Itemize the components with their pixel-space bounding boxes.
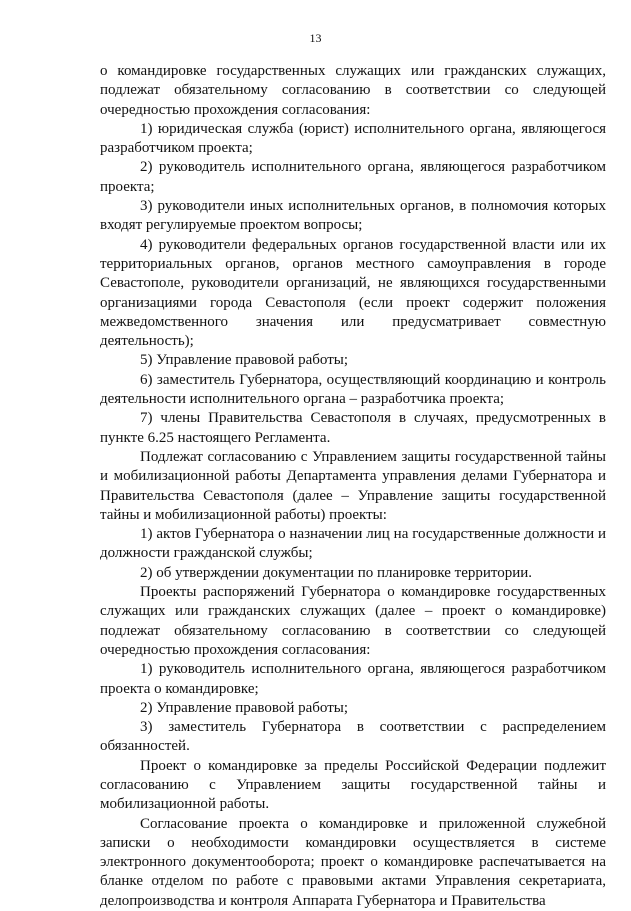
list-item-government-members: 7) члены Правительства Севастополя в случаях, предусмотренных в пункте 6.25 настоящего Регламента. bbox=[100, 410, 606, 446]
list-item-appointment-acts: 1) актов Губернатора о назначении лиц на государственные должности и должности гражданской службы; bbox=[100, 526, 606, 562]
list-item-planning-docs: 2) об утверждении документации по планировке территории. bbox=[140, 564, 533, 581]
list-item-legal-department: 5) Управление правовой работы; bbox=[140, 352, 349, 369]
list-item-trip-legal-department: 2) Управление правовой работы; bbox=[140, 699, 349, 716]
paragraph-foreign-trip: Проект о командировке за пределы Российской Федерации подлежит согласованию с Управлением защиты государственной тайны и мобилизационной работы. bbox=[100, 757, 606, 813]
page-number: 13 bbox=[309, 31, 322, 45]
document-body bbox=[100, 62, 606, 911]
list-item-trip-deputy-governor: 3) заместитель Губернатора в соответствии с распределением обязанностей. bbox=[100, 719, 606, 755]
list-item-deputy-governor: 6) заместитель Губернатора, осуществляющий координацию и контроль деятельности исполнительного органа – разработчика проекта; bbox=[100, 371, 606, 408]
paragraph-intro-continuation: о командировке государственных служащих или гражданских служащих, подлежат обязательному согласованию в соответствии со следующей очередностью прохождения согласования: bbox=[100, 63, 606, 118]
list-item-trip-head-of-developer: 1) руководитель исполнительного органа, являющегося разработчиком проекта о командировке; bbox=[100, 661, 606, 697]
paragraph-state-secret-approval: Подлежат согласованию с Управлением защиты государственной тайны и мобилизационной работы Департамента управления делами Губернатора и Правительства Севастополя (далее – Управление защиты государственной тайны и мобилизационной работы) проекты: bbox=[100, 448, 606, 523]
list-item-legal-service: 1) юридическая служба (юрист) исполнительного органа, являющегося разработчиком проекта; bbox=[100, 120, 606, 157]
list-item-federal-bodies: 4) руководители федеральных органов государственной власти или их территориальных органов, органов местного самоуправления в городе Севастополе, руководители организаций, не являющихся государственными организациями города Севастополя (если проект содержит положения межведомственного значения или предусматривает совместную деятельность); bbox=[100, 236, 606, 350]
list-item-other-executive-heads: 3) руководители иных исполнительных органов, в полномочия которых входят регулируемые проектом вопросы; bbox=[100, 198, 606, 234]
list-item-head-of-developer: 2) руководитель исполнительного органа, являющегося разработчиком проекта; bbox=[100, 159, 606, 195]
paragraph-electronic-approval: Согласование проекта о командировке и приложенной служебной записки о необходимости командировки осуществляется в системе электронного документооборота; проект о командировке распечатывается на бланке отделом по работе с правовыми актами Управления секретариата, делопроизводства и контроля Аппарата Губернатора и Правительства bbox=[100, 815, 606, 909]
paragraph-business-trip-orders: Проекты распоряжений Губернатора о командировке государственных служащих или гражданских служащих (далее – проект о командировке) подлежат обязательному согласованию в соответствии со следующей очередностью прохождения согласования: bbox=[100, 584, 606, 658]
